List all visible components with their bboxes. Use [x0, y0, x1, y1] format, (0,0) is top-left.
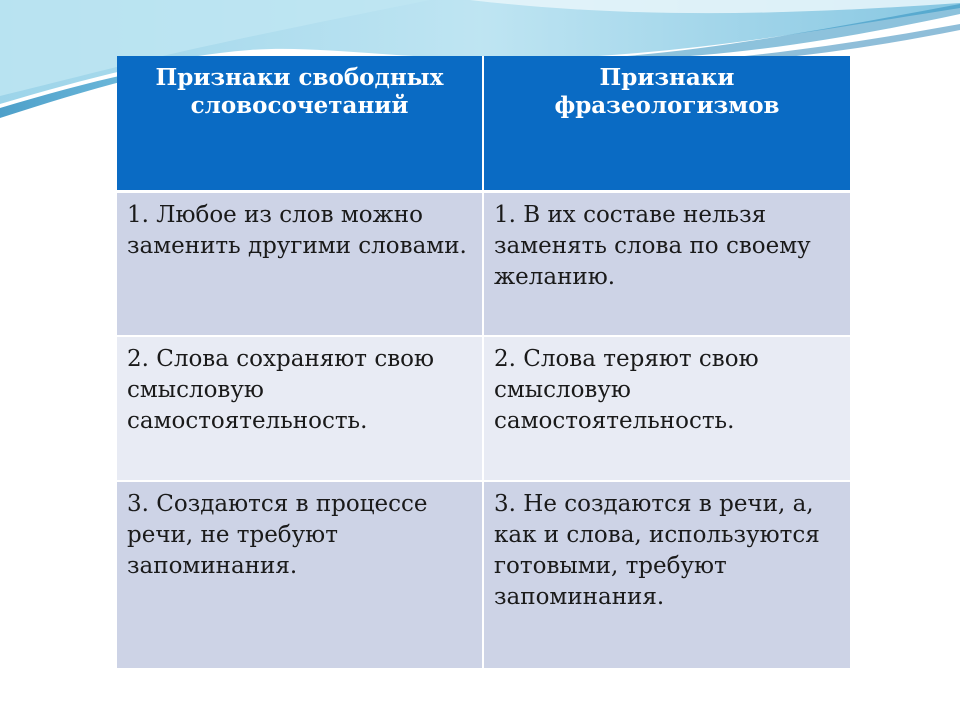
table-cell: 2. Слова теряют свою смысловую самостоятельность. [483, 336, 850, 481]
table-row [117, 481, 850, 669]
table-cell: 3. Создаются в процессе речи, не требуют запоминания. [117, 481, 483, 669]
header-free-phrases: Признаки свободных словосочетаний [117, 56, 483, 191]
table-header-row [117, 56, 850, 191]
table-row [117, 336, 850, 481]
comparison-table [117, 56, 850, 670]
table-cell: 1. В их составе нельзя заменять слова по своему желанию. [483, 191, 850, 336]
table-cell: 1. Любое из слов можно заменить другими словами. [117, 191, 483, 336]
table-row [117, 191, 850, 336]
table-cell: 2. Слова сохраняют свою смысловую самостоятельность. [117, 336, 483, 481]
header-phraseologisms: Признаки фразеологизмов [483, 56, 850, 191]
table-cell: 3. Не создаются в речи, а, как и слова, используются готовыми, требуют запоминания. [483, 481, 850, 669]
